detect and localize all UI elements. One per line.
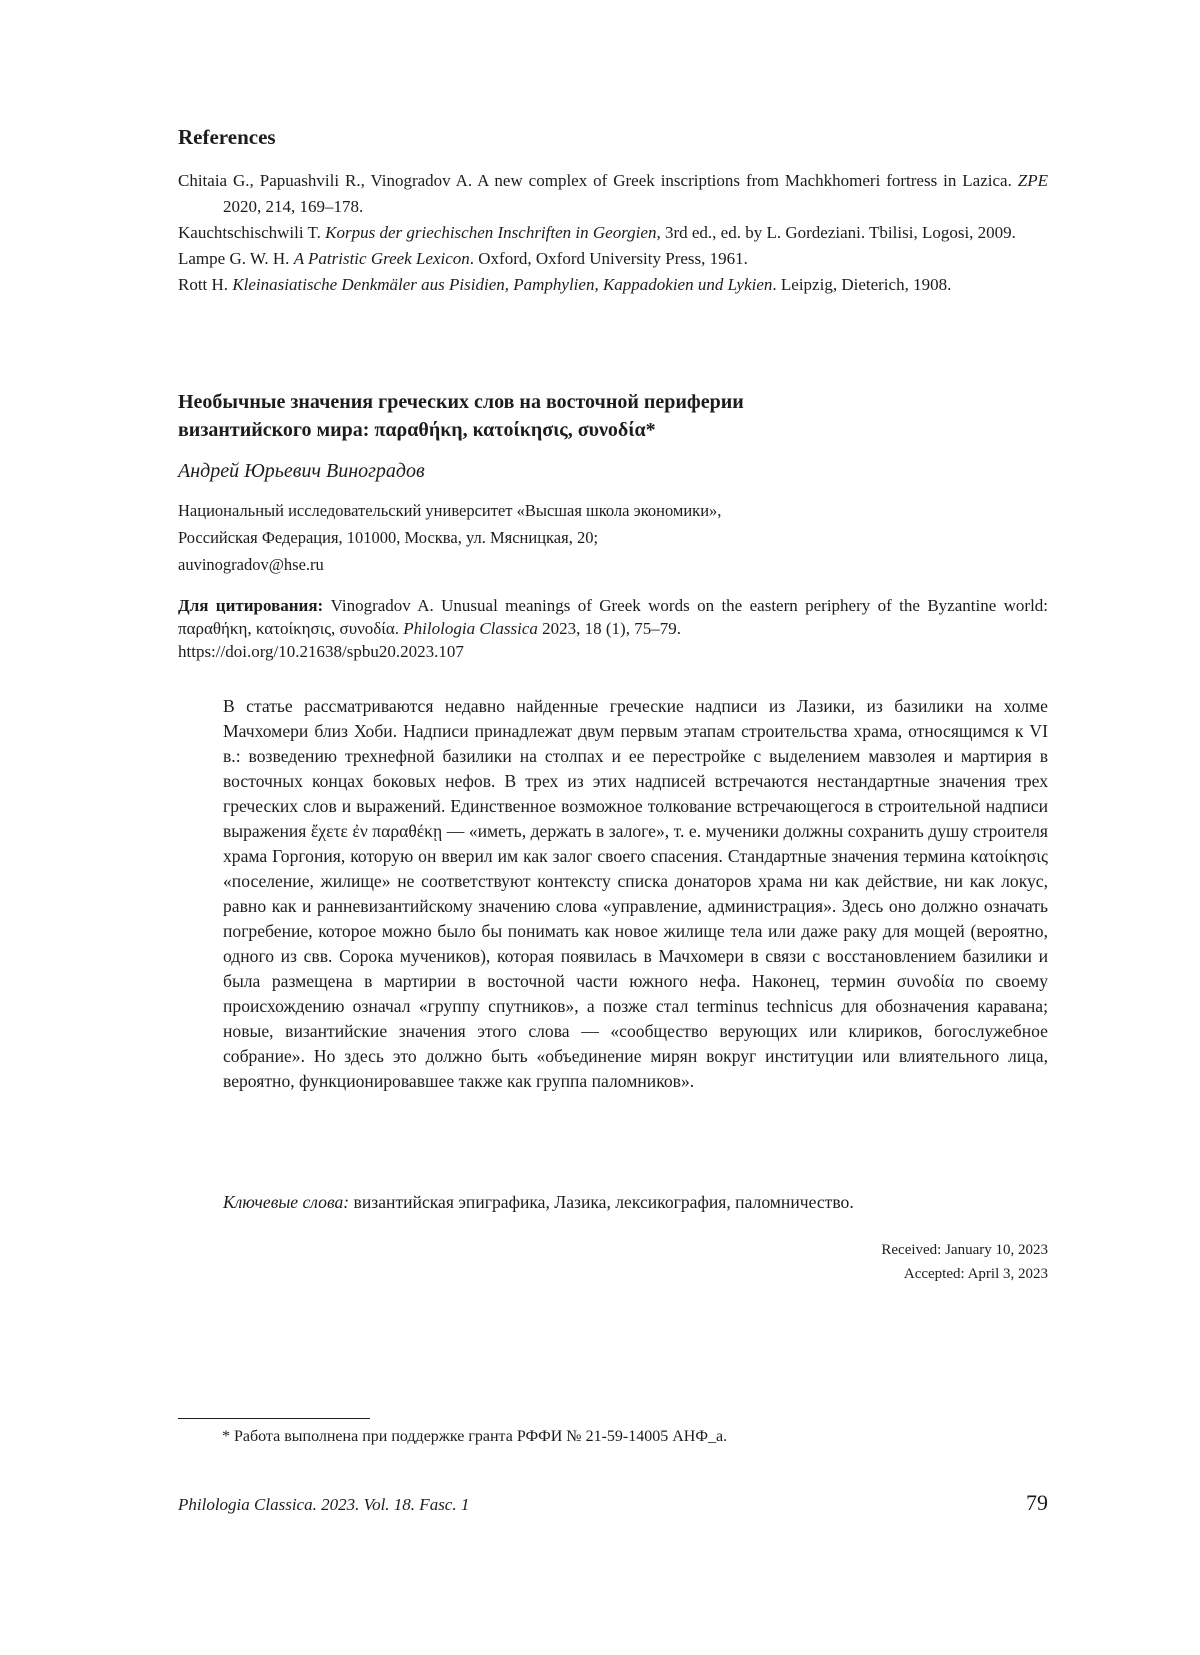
submission-dates (700, 1238, 1048, 1286)
citation: Для цитирования: Vinogradov A. Unusual meanings of Greek words on the eastern periphery of the Byzantine world: παραθήκη, κατοίκησις, συνοδία. Philologia Classica 2023, 18 (1), 75–79. https://doi.org/10.21638/spbu20.2023.107 (178, 596, 1049, 661)
footnote-divider (178, 1418, 370, 1419)
keywords-label: Ключевые слова: (223, 1192, 350, 1212)
reference-item: Rott H. Kleinasiatische Denkmäler aus Pisidien, Pamphylien, Kappadokien und Lykien. Leipzig, Dieterich, 1908. (178, 275, 952, 294)
reference-item: Lampe G. W. H. A Patristic Greek Lexicon. Oxford, Oxford University Press, 1961. (178, 249, 748, 268)
reference-item: Kauchtschischwili T. Korpus der griechischen Inschriften in Georgien, 3rd ed., ed. by L. Gordeziani. Tbilisi, Logosi, 2009. (178, 223, 1016, 242)
received-date: Received: January 10, 2023 (881, 1242, 1048, 1258)
keywords: Ключевые слова: византийская эпиграфика, Лазика, лексикография, паломничество. (223, 1192, 854, 1212)
author-email: auvinogradov@hse.ru (178, 555, 324, 574)
accepted-date: Accepted: April 3, 2023 (903, 1266, 1048, 1282)
citation-doi: https://doi.org/10.21638/spbu20.2023.107 (178, 642, 464, 661)
author-affiliation: Национальный исследовательский университет «Высшая школа экономики», Российская Федерация, 101000, Москва, ул. Мясницкая, 20; auvinogradov@hse.ru (178, 497, 1048, 578)
page-number: 79 (1026, 1490, 1048, 1515)
article-title-line-1: Необычные значения греческих слов на восточной периферии (178, 391, 744, 413)
references-list (178, 168, 1048, 298)
references-heading: References (178, 125, 276, 149)
footer-journal: Philologia Classica. 2023. Vol. 18. Fasc. 1 (178, 1495, 470, 1514)
footnote: * Работа выполнена при поддержке гранта РФФИ № 21-59-14005 АНФ_а. (222, 1428, 728, 1445)
citation-label: Для цитирования: (178, 596, 324, 615)
abstract: В статье рассматриваются недавно найденные греческие надписи из Лазики, из базилики на холме Мачхомери близ Хоби. Надписи принадлежат двум первым этапам строительства храма, относящимся к VI в.: возведению трехнефной базилики на столпах и ее перестройке с выделением мавзолея и мартирия в восточных концах боковых нефов. В трех из этих надписей встречаются нестандартные значения трех греческих слов и выражений. Единственное возможное толкование встречающегося в строительной надписи выражения ἔχετε ἐν παραθέκῃ — «иметь, держать в залоге», т. е. мученики должны сохранить душу строителя храма Горгония, которую он вверил им как залог своего спасения. Стандартные значения термина κατοίκησις «поселение, жилище» не соответствуют контексту списка донаторов храма ни как действие, ни как локус, равно как и ранневизантийскому значению слова «управление, администрация». Здесь оно должно означать погребение, которое можно было бы понимать как новое жилище тела или даже раку для мощей (вероятно, одного из свв. Сорока мучеников), которая появилась в Мачхомери в связи с восстановлением базилики и была размещена в мартирии в восточной части южного нефа. Наконец, термин συνοδία по своему происхождению означал «группу спутников», а позже стал terminus technicus для обозначения каравана; новые, византийские значения этого слова — «сообщество верующих или клириков, богослужебное собрание». Но здесь это должно быть «объединение мирян вокруг институции или влиятельного лица, вероятно, функционировавшее также как группа паломников». (223, 696, 1048, 1091)
reference-item: Chitaia G., Papuashvili R., Vinogradov A. A new complex of Greek inscriptions from Machkhomeri fortress in Lazica. ZPE 2020, 214, 169–178. (178, 171, 1048, 216)
article-author: Андрей Юрьевич Виноградов (178, 460, 425, 482)
article-title-line-2: византийского мира: παραθήκη, κατοίκησις, συνοδία* (178, 419, 656, 441)
article-title (178, 388, 1048, 444)
